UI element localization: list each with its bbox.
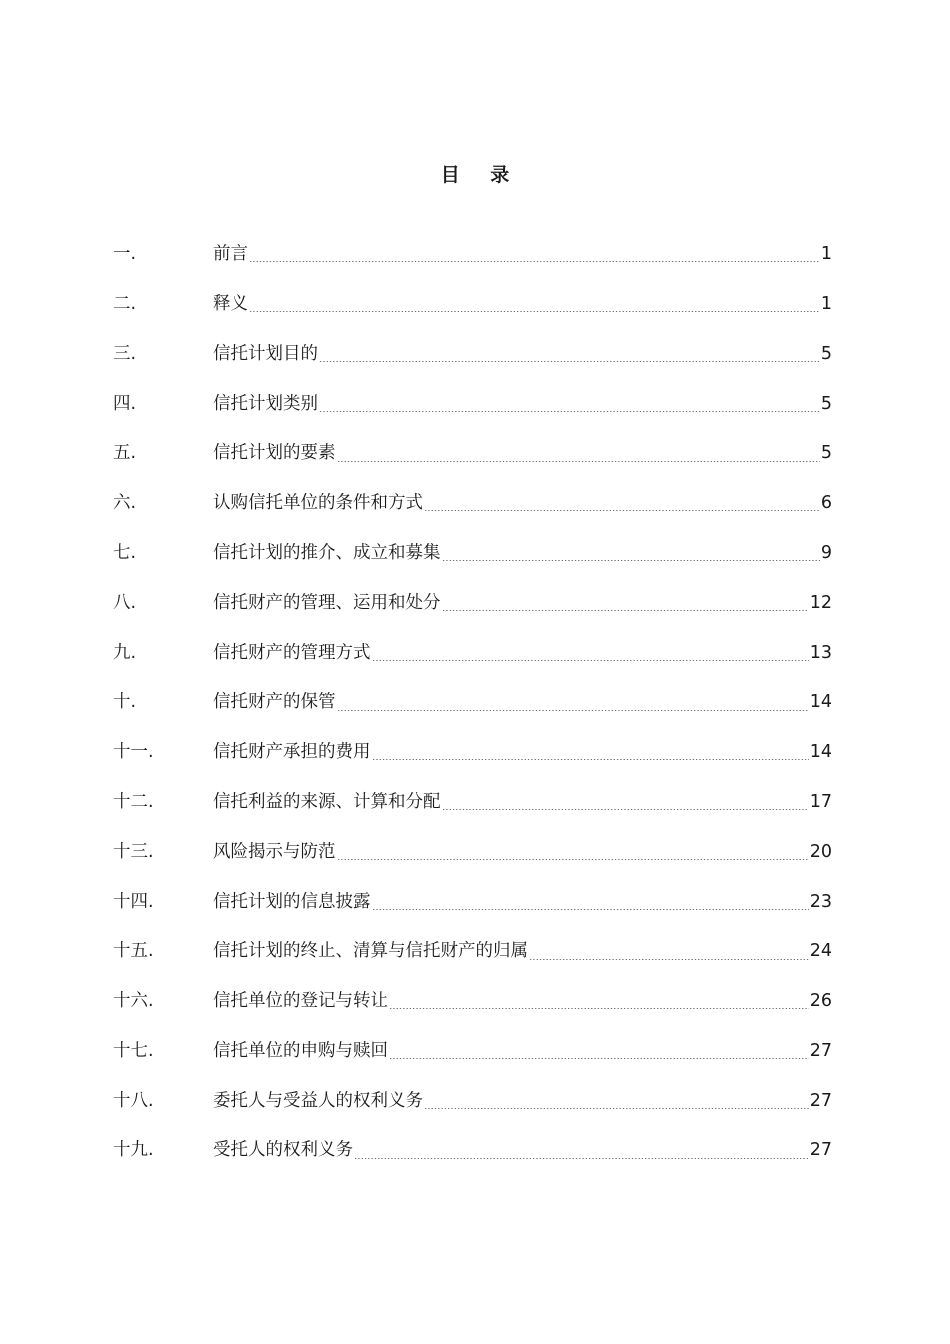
- toc-entry-page: 23: [809, 891, 832, 912]
- dot-leader: [389, 1008, 809, 1009]
- toc-entry[interactable]: [113, 778, 832, 828]
- dot-leader: [249, 311, 820, 312]
- toc-entry[interactable]: [113, 828, 832, 878]
- toc-entry[interactable]: [113, 678, 832, 728]
- toc-entry-title: 信托财产的保管: [213, 692, 336, 713]
- toc-entry-number: 十九.: [113, 1140, 154, 1161]
- toc-entry-title: 信托利益的来源、计算和分配: [213, 791, 441, 812]
- toc-entry-number: 四.: [113, 393, 137, 414]
- dot-leader: [372, 660, 809, 661]
- toc-entry-number: 八.: [113, 592, 137, 613]
- toc-entry-title: 信托计划类别: [213, 393, 318, 414]
- toc-entry-title: 委托人与受益人的权利义务: [213, 1090, 423, 1111]
- toc-entry-title: 信托计划的推介、成立和募集: [213, 542, 441, 563]
- toc-entry[interactable]: [113, 230, 832, 280]
- toc-entry[interactable]: [113, 1077, 832, 1127]
- toc-entry-title: 信托计划的终止、清算与信托财产的归属: [213, 941, 528, 962]
- dot-leader: [372, 759, 809, 760]
- dot-leader: [389, 1058, 809, 1059]
- toc-entry-page: 17: [809, 791, 832, 812]
- toc-entry-number: 一.: [113, 244, 137, 265]
- toc-entry-number: 十八.: [113, 1090, 154, 1111]
- toc-entry-page: 5: [820, 393, 832, 414]
- toc-entry-number: 十七.: [113, 1040, 154, 1061]
- toc-entry-page: 5: [820, 443, 832, 464]
- toc-entry-page: 1: [820, 244, 832, 265]
- toc-entry-title: 信托计划目的: [213, 343, 318, 364]
- toc-entry-title: 受托人的权利义务: [213, 1140, 353, 1161]
- toc-entry-number: 九.: [113, 642, 137, 663]
- toc-entry-title: 信托单位的登记与转让: [213, 991, 388, 1012]
- toc-entry-page: 9: [820, 542, 832, 563]
- toc-entry[interactable]: [113, 330, 832, 380]
- toc-entry-page: 24: [809, 941, 832, 962]
- toc-entry-number: 十三.: [113, 841, 154, 862]
- toc-entry-title: 前言: [213, 244, 248, 265]
- toc-entry-page: 27: [809, 1140, 832, 1161]
- dot-leader: [319, 361, 820, 362]
- toc-entry-title: 信托财产的管理、运用和处分: [213, 592, 441, 613]
- dot-leader: [372, 909, 809, 910]
- toc-entry[interactable]: [113, 728, 832, 778]
- toc-entry[interactable]: [113, 927, 832, 977]
- toc-entry-number: 十六.: [113, 991, 154, 1012]
- toc-entry-title: 信托财产承担的费用: [213, 742, 371, 763]
- toc-entry-number: 十二.: [113, 791, 154, 812]
- toc-entry-title: 风险揭示与防范: [213, 841, 336, 862]
- toc-entry-title: 信托计划的要素: [213, 443, 336, 464]
- dot-leader: [337, 461, 820, 462]
- toc-entry-number: 七.: [113, 542, 137, 563]
- dot-leader: [442, 560, 820, 561]
- toc-entry[interactable]: [113, 429, 832, 479]
- dot-leader: [354, 1158, 809, 1159]
- dot-leader: [442, 610, 809, 611]
- toc-entry-page: 27: [809, 1090, 832, 1111]
- toc-entry-page: 13: [809, 642, 832, 663]
- dot-leader: [529, 959, 809, 960]
- toc-entry-page: 14: [809, 692, 832, 713]
- dot-leader: [319, 411, 820, 412]
- dot-leader: [249, 261, 820, 262]
- toc-entry-title: 释义: [213, 293, 248, 314]
- toc-entry[interactable]: [113, 1126, 832, 1176]
- toc-entry-number: 二.: [113, 293, 137, 314]
- page-title: 目 录: [440, 164, 522, 186]
- toc-entry-number: 三.: [113, 343, 137, 364]
- dot-leader: [424, 1108, 809, 1109]
- toc-entry[interactable]: [113, 479, 832, 529]
- toc-entry-title: 信托单位的申购与赎回: [213, 1040, 388, 1061]
- toc-entry[interactable]: [113, 280, 832, 330]
- toc-entry-number: 五.: [113, 443, 137, 464]
- toc-entry-title: 信托计划的信息披露: [213, 891, 371, 912]
- toc-entry-number: 十.: [113, 692, 137, 713]
- toc-entry-title: 认购信托单位的条件和方式: [213, 493, 423, 514]
- dot-leader: [424, 510, 820, 511]
- toc-entry-page: 20: [809, 841, 832, 862]
- toc-entry[interactable]: [113, 529, 832, 579]
- toc-entry[interactable]: [113, 977, 832, 1027]
- toc-entry[interactable]: [113, 628, 832, 678]
- toc-entry-page: 14: [809, 742, 832, 763]
- toc-entry[interactable]: [113, 579, 832, 629]
- toc-entry-page: 6: [820, 493, 832, 514]
- toc-entry-title: 信托财产的管理方式: [213, 642, 371, 663]
- toc-entry-number: 六.: [113, 493, 137, 514]
- toc-entry-page: 12: [809, 592, 832, 613]
- toc-entry-page: 1: [820, 293, 832, 314]
- table-of-contents: [113, 230, 832, 1176]
- toc-entry-number: 十一.: [113, 742, 154, 763]
- toc-entry-number: 十五.: [113, 941, 154, 962]
- dot-leader: [337, 859, 809, 860]
- toc-entry[interactable]: [113, 379, 832, 429]
- toc-entry-number: 十四.: [113, 891, 154, 912]
- dot-leader: [337, 710, 809, 711]
- toc-entry[interactable]: [113, 1027, 832, 1077]
- toc-entry-page: 27: [809, 1040, 832, 1061]
- dot-leader: [442, 809, 809, 810]
- toc-entry-page: 5: [820, 343, 832, 364]
- toc-entry[interactable]: [113, 877, 832, 927]
- toc-entry-page: 26: [809, 991, 832, 1012]
